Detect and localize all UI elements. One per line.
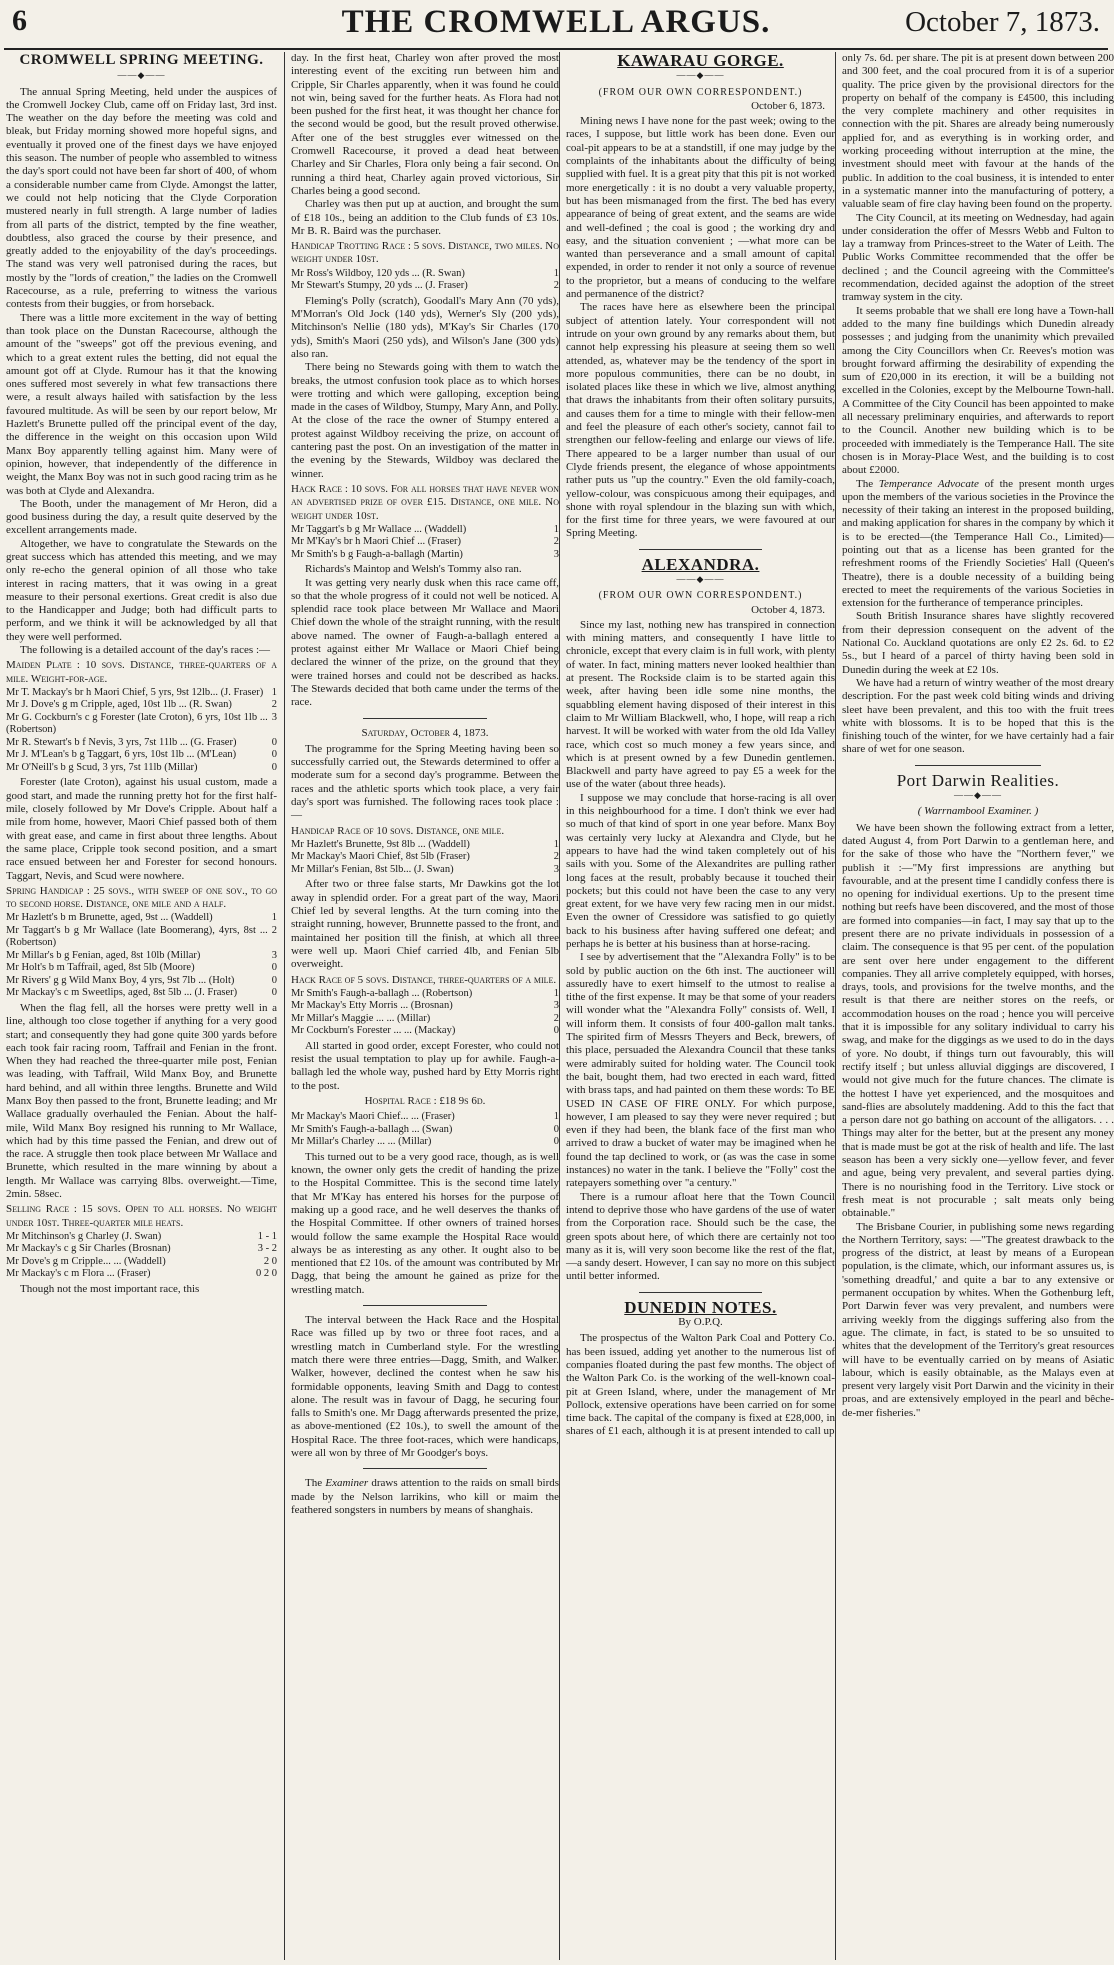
race-header-trotting: Handicap Trotting Race : 5 sovs. Distance, two miles. No weight under 10st. <box>291 240 559 266</box>
section-rule <box>915 765 1040 766</box>
paragraph: The races have here as elsewhere been the principal subject of attention lately. Your correspondent will not intrude on your own ground by any remarks about them, but cannot help expressing his pleasure at seeing them so well attended, as, whatever may be the tendency of the sport in more populous communities, there can be no doubt, in isolated places like these in which we live, almost anything that draws the inhabitants from their often solitary pursuits, and causes them for a time to mingle with their fellow-men and feel the pleasure of each other's society, cannot fail to strengthen our fellow-feeling and enlarge our views of life. There appeared to be a larger number than usual of our Clyde friends present, the elegance of whose appointments rather puts us "up the country." Even the old family-coach, yellow-colour, was conspicuous among their equipages, and shone with royal splendour in the blazing sun with which, for the first time for three years, we were favoured at our Spring Meeting. <box>566 301 835 540</box>
race-entry <box>291 988 559 1001</box>
dateline: October 4, 1873. <box>751 603 825 616</box>
entry-name: Mr Taggart's b g Mr Wallace (late Boomerang), 4yrs, 8st ... (Robertson) <box>6 924 268 949</box>
correspondent-line: (FROM OUR OWN CORRESPONDENT.) <box>598 590 803 602</box>
examiner-lead: The <box>305 1477 323 1490</box>
paragraph: I suppose we may conclude that horse-racing is all over in this neighbourhood for a time. I don't think we ever had so much of that kind of sport in one year before. Manx Boy was certainly very lucky at Alexandra and Clyde, but he appears to have had the wind taken completely out of his sails with you. Some of the Alexandrites are pulling rather long faces at the result, probably because it touched their pockets; but this could not have been the case to any very great extent, for we have very few racing men in our midst. Even the owner of Cressidore was satisfied to go quietly back to his business after having suffered one defeat; and perhaps he is better at his business than at horse-racing. <box>566 791 835 950</box>
paragraph: We have had a return of wintry weather of the most dreary description. For the past week cold biting winds and driving sleet have been prevalent, and this too with the fruit trees white with blossoms. It is to be hoped that this is the finishing touch of the winter, for we have certainly had a fair share of wet for one season. <box>842 676 1114 756</box>
temperance-lead: The <box>856 477 874 490</box>
paragraph: The programme for the Spring Meeting having been so successfully carried out, the Stewards determined to offer a moderate sum for a second day's programme. Between the races and the athletic sports which took place, a very fair day's sport was furnished. The following races took place :— <box>291 742 559 822</box>
race-header-spring-handicap: Spring Handicap : 25 sovs., with sweep of one sov., to go to second horse. Distance, one mile and a half. <box>6 884 277 911</box>
column-1 <box>6 52 277 1960</box>
entry-name: Mr Smith's Faugh-a-ballagh ... (Robertson) <box>291 987 473 999</box>
race-entries <box>291 524 559 562</box>
paragraph: South British Insurance shares have slightly recovered from their depression consequent on the advent of the National Co. Auckland quotations are only £2 2s. 6d. to £2 5s., but I heard of a parcel of thirty having been sold in Dunedin during the week at £2 10s. <box>842 610 1114 676</box>
entry-name: Mr Hazlett's Brunette, 9st 8lb ... (Waddell) <box>291 838 470 850</box>
race-entry <box>291 524 559 537</box>
byline: By O.P.Q. <box>678 1316 723 1329</box>
paper-title: THE CROMWELL ARGUS. <box>341 4 771 40</box>
paragraph: There was a little more excitement in the way of betting than took place on the Dunstan Racecourse, although the amount of the "sweeps" got off the previous evening, and which to a great extent rules the betting, did not equal the amount got off at Clyde. Rumour has it that the knowing ones suffered most severely in what few transactions there were, a result always hailed with satisfaction by the less favoured multitude. As will be seen by our report below, Mr Hazlett's Brunette pulled off the principal event of the day, the difference in the weight on this occasion upon Wild Manx Boy apparently telling against him. Many were of opinion, however, that independently of the difference in weight, the Manx Boy was not in such good racing trim as he was both at Clyde and Alexandra. <box>6 311 277 497</box>
section-rule <box>639 549 763 550</box>
entry-name: Mr Smith's b g Faugh-a-ballagh (Martin) <box>291 548 463 560</box>
entry-name: Mr Mackay's Maori Chief, 8st 5lb (Fraser) <box>291 851 470 863</box>
race-entry <box>291 280 559 293</box>
entry-name: Mr Taggart's b g Mr Wallace ... (Waddell) <box>291 523 467 535</box>
entry-name: Mr Dove's g m Cripple... ... (Waddell) <box>6 1255 166 1267</box>
entry-name: Mr J. M'Lean's b g Taggart, 6 yrs, 10st 1lb ... (M'Lean) <box>6 749 237 761</box>
race-entry <box>6 712 277 737</box>
race-entry <box>291 851 559 864</box>
entry-name: Mr O'Neill's b g Scud, 3 yrs, 7st 11lb (Millar) <box>6 761 198 773</box>
race-entry <box>6 699 277 712</box>
entry-name: Mr G. Cockburn's c g Forester (late Croton), 6 yrs, 10st 1lb ... (Robertson) <box>6 711 268 736</box>
paragraph: The prospectus of the Walton Park Coal and Pottery Co. has been issued, adding yet another to the numerous list of companies floated during the past few months. The object of the Walton Park Co. is the working of the well-known coal-pit at Green Island, where, under the management of Mr Pollock, extensive operations have been carried on for some time back. The capital of the company is fixed at £28,000, in shares of £1 each, although it is at present intended to call up <box>566 1332 835 1438</box>
paragraph: only 7s. 6d. per share. The pit is at present down between 200 and 300 feet, and the coal procured from it is of a superior quality. The price given by the provisional directors for the property on behalf of the company is £4500, this including the very complete machinery and other requisites in connection with the pit. Shares are already being numerously applied for, and as everything is in working order, and working proceeding without interruption at the mine, the investment should meet with favour at the hands of the public. In addition to the coal business, it is intended to enter in a systematic manner into the manufacturing of pottery, a valuable seam of fire clay having been found on the property. <box>842 52 1114 211</box>
race-entry <box>6 1243 277 1256</box>
entry-name: Mr Millar's Maggie ... ... (Millar) <box>291 1012 431 1024</box>
race-entry <box>6 1268 277 1281</box>
paragraph: The interval between the Hack Race and the Hospital Race was filled up by two or three foot races, and a wrestling match in Cumberland style. For the wrestling match there were three entries—Dagg, Smith, and Walker. Walker, however, declined the contest when he saw his formidable opponents, leaving Smith and Dagg to contest alone. The result was in favour of Dagg, he securing four falls to Smith's one. Mr Dagg afterwards presented the prize, as above-mentioned (£2 10s.), to swell the amount of the Hospital Race. The three foot-races, which were handicaps, were all won by three of Mr Goodger's boys. <box>291 1314 559 1460</box>
race-header-handicap-10: Handicap Race of 10 sovs. Distance, one mile. <box>291 824 505 837</box>
section-rule <box>363 718 486 719</box>
ornament-divider: ——◆—— <box>954 790 1002 801</box>
entry-name: Mr Mackay's Etty Morris ... (Brosnan) <box>291 1000 453 1012</box>
race-entry <box>6 737 277 750</box>
race-report: Forester (late Croton), against his usual custom, made a good start, and made the running pretty hot for the first half-mile, closely followed by Mr Dove's Cripple. About half a mile from home, however, Maori Chief passed both of them with great ease, and came in first about three lengths. About the same place, Cripple took second position, and a smart race ensued between her and Forester for second honours. Taggart, Nevis, and Scud were nowhere. <box>6 776 277 882</box>
paragraph: The annual Spring Meeting, held under the auspices of the Cromwell Jockey Club, came off on Friday last, 3rd inst. The weather on the day before the meeting was cold and bleak, but Friday morning showed more hopeful signs, and eventually it proved one of the finest days we have enjoyed this season. The number of people who assembled to witness the day's sport could not have been far short of 400, of whom a considerable number came from Clyde. Amongst the latter, we could not help noticing that the Clyde Corporation mustered nearly in full strength. A large number of ladies from all parts of the district, tempted by the fine weather, doubtless, also graced the course by their presence, and greatly added to the enjoyability of the day's proceedings. The stand was very well patronised during the races, but mostly by the "lords of creation," the ladies on the Cromwell Racecourse, as a rule, preferring to witness the various contests from their buggies, or from horseback. <box>6 85 277 311</box>
examiner-rest: draws attention to the raids on small birds made by the Nelson larrikins, who kill or maim the feathered songsters in numbers by means of shanghais. <box>291 1477 559 1516</box>
entry-name: Mr Mackay's c m Sweetlips, aged, 8st 5lb ... (J. Fraser) <box>6 987 238 999</box>
race-entries <box>6 687 277 775</box>
entry-place: 0 <box>271 761 277 773</box>
also-ran-note: Richards's Maintop and Welsh's Tommy also ran. <box>305 563 522 576</box>
race-entry <box>291 1111 559 1124</box>
entry-name: Mr Holt's b m Taffrail, aged, 8st 5lb (Moore) <box>6 962 195 974</box>
race-report: Though not the most important race, this <box>20 1282 200 1295</box>
entry-name: Mr Hazlett's b m Brunette, aged, 9st ... (Waddell) <box>6 912 213 924</box>
race-entries <box>6 1231 277 1281</box>
race-header-selling-race: Selling Race : 15 sovs. Open to all horses. No weight under 10st. Three-quarter mile heats. <box>6 1203 277 1229</box>
race-entry <box>6 975 277 988</box>
saturday-heading: Saturday, October 4, 1873. <box>361 726 489 739</box>
section-rule <box>363 1468 486 1469</box>
paragraph: Since my last, nothing new has transpired in connection with mining matters, and consequently I have little to chronicle, except that every claim is in full work, with plenty of water. In fact, mining matters never looked healthier than at present. The Rockside claim is to be started again this week, after having been idle some nine months, the squabbling element having disposed of their interest in this claim to Mr William Blackwell, who, I hope, will reap a rich harvest. It will be worked with water from the old Ida Valley race, which cost so much money a few years since, and which is at present owned by a few Dunedin gentlemen. Blackwell and party have agreed to pay £5 a week for the use of the water (about three heads). <box>566 618 835 791</box>
entry-place: 1 <box>553 523 559 535</box>
paragraph: I see by advertisement that the "Alexandra Folly" is to be sold by public auction on the 6th inst. The auctioneer will assuredly have to exert himself to the utmost to realise a tithe of the first expense. It may be that some of your readers will wonder what the "Alexandra Folly" consists of. Well, I will inform them. It consists of four 400-gallon malt tanks. The spirited firm of Messrs Theyers and Beck, brewers, of this place, persuaded the Alexandra Council that these tanks were admirably suited for holding water. The Council took the bait, bought them, had two erected in each ward, fitted with brass taps, and had painted on them these words: To BE USED IN CASE OF FIRE ONLY. For which purpose, however, I am pleased to say they were never required ; but even if they had been, the blank face of the first man who arrived to draw a bucket of water may be imagined when he found the tap declined to work, or (as was the case in some instances) no water in the tank. I believe the "Folly" cost the ratepayers something over "a century." <box>566 951 835 1190</box>
entry-name: Mr Mackay's Maori Chief... ... (Fraser) <box>291 1111 455 1123</box>
entry-place: 3 <box>553 863 559 875</box>
race-entry <box>6 1231 277 1244</box>
race-entries <box>6 912 277 1000</box>
race-entry <box>6 950 277 963</box>
paragraph: It seems probable that we shall ere long have a Town-hall added to the many fine buildings which Dunedin already possesses ; and judging from the unanimity which prevailed among the City Councillors when Cr. Reeves's motion was brought forward affirming the desirability of expending the sum of £20,000 in its erection, it will be a building not excelled in the Colonies, except by the Melbourne Town-hall. A Committee of the City Council has been appointed to make all necessary preliminary enquiries, and afterwards to report to the Council. Another new building which is to be proceeded with immediately is the Temperance Hall. The site chosen is in Moray-Place West, and the building is to cost about £2000. <box>842 304 1114 477</box>
column-2 <box>284 52 559 1960</box>
entry-place: 0 2 0 <box>256 1268 277 1280</box>
race-entry <box>6 962 277 975</box>
race-report: This turned out to be a very good race, though, as is well known, the owner only gets the credit of handing the prize to the Hospital Committee. This is the second time lately that Mr M'Kay has entered his horses for the purpose of making up a good race, and he well deserves the thanks of the Hospital Committee. If other owners of trained horses would follow the same example the Hospital Race would always be as interesting as any other. It ought also to be mentioned that £2 10s. of the amount was contributed by Mr Dagg, that being the amount he gained as prize for the wrestling match. <box>291 1150 559 1296</box>
entry-name: Mr Ross's Wildboy, 120 yds ... (R. Swan) <box>291 267 465 279</box>
race-entry <box>291 1124 559 1137</box>
race-entry <box>6 987 277 1000</box>
race-entry <box>6 912 277 925</box>
race-entry <box>291 536 559 549</box>
entry-place: 1 <box>271 912 277 924</box>
race-entry <box>291 839 559 852</box>
entry-place: 2 <box>271 699 277 711</box>
race-entry <box>6 1256 277 1269</box>
race-entries <box>291 1111 559 1149</box>
entry-name: Mr Stewart's Stumpy, 20 yds ... (J. Fraser) <box>291 280 468 292</box>
entry-place: 1 <box>553 987 559 999</box>
ornament-divider: ——◆—— <box>676 573 725 584</box>
paragraph: There is a rumour afloat here that the Town Council intend to deprive those who have gardens of the use of water from the Corporation race. Should such be the case, the green spots about here, of which there are certainly not too many as it is, will very soon become like the rest of the flat,—a sandy desert. However, I can say no more on this subject until better informed. <box>566 1190 835 1283</box>
paragraph: We have been shown the following extract from a letter, dated August 4, from Port Darwin to a gentleman here, and for the sake of those who have the "Northern fever," we publish it :—"My first impressions are anything but favourable, and at the present time I candidly confess there is no opening for individual exertions. Up to the present time nothing but reefs have been discovered, and the most of those are formed into companies—in fact, I may say that up to the present there are no private individuals in possession of a claim. The consequence is that 95 per cent. of the population are sent over here under engagement to the different companies. They all arrive completely equipped, with horses, drays, tools, and provisions for the twelve months, and the result is that there are neither stores on the reefs, or accommodation houses on the road ; hence you will perceive that it is impossible for any solitary individual to carry his swag, and make for the diggings as we used to do in the days of yore. No doubt, if things turn out favourably, this will rectify itself ; but unless alluvial diggings are discovered, I would not give much for the future chances. The climate is the hottest I have yet experienced, and the mosquitoes and sand-flies are absolutely maddening. Add to this the fact that a person dare not go bathing on account of the alligators. . . . Things may alter for the better, but at the present any money that is made must be got at the risk of health and life. The last season has been a very sickly one—yellow fever, and fever and ague, being very prevalent, and several parties dying. There is no nourishing food in the Territory. Live stock or fresh meat is not procurable ; salt meats only being obtainable." <box>842 821 1114 1220</box>
race-entry <box>291 1013 559 1026</box>
race-entry <box>291 1136 559 1149</box>
entry-place: 3 <box>271 949 277 961</box>
entry-name: Mr Millar's Fenian, 8st 5lb... (J. Swan) <box>291 863 454 875</box>
entry-place: 2 <box>553 280 559 292</box>
entry-name: Mr T. Mackay's br h Maori Chief, 5 yrs, 9st 12lb... (J. Fraser) <box>6 686 264 698</box>
race-entry <box>291 268 559 281</box>
entry-place: 0 <box>271 962 277 974</box>
entry-place: 3 - 2 <box>257 1243 277 1255</box>
article-heading-port-darwin: Port Darwin Realities. <box>896 770 1060 790</box>
race-entry <box>6 762 277 775</box>
temperance-name: Temperance Advocate <box>878 477 979 490</box>
entry-place: 0 <box>553 1136 559 1148</box>
race-entry <box>291 864 559 877</box>
temperance-rest: of the present month urges upon the members of the various societies in the Province the necessity of their taking an interest in the proposed building, and making application for shares in the company by which it is to be erected—(the Temperance Hall Co., Limited)—pointing out that as a license has been granted for the refreshment rooms of the Friendly Societies' Hall (Queen's Theatre), there is a double necessity of a building being erected to meet the requirements of the various Societies in extension for the furtherance of temperance principles. <box>842 477 1114 610</box>
race-entry <box>6 749 277 762</box>
paragraph: The following is a detailed account of the day's races :— <box>20 644 271 657</box>
entry-name: Mr Smith's Faugh-a-ballagh ... (Swan) <box>291 1123 453 1135</box>
ornament-divider: ——◆—— <box>117 70 166 81</box>
paragraph: Mining news I have none for the past week; owing to the races, I suppose, but little work has been done. Even our coal-pit appears to be at a standstill, if one may judge by the complaints of the inhabitants about the difficulty of being supplied with fuel. It is a great pity that this pit is not worked more energetically : it is no doubt a very valuable property, but has been mismanaged from the first. The bed has every appearance of being of great extent, and the seams are wide and well-defined ; the coal is good ; the working dry and easy, and the situation convenient ; —what more can be wanted than perseverance and a small amount of capital expended, in order to render it not only a source of revenue to the proprietor, but a means of conducing to the welfare and permanence of the district? <box>566 115 835 301</box>
race-report: All started in good order, except Forester, who could not resist the usual temptation to play up for awhile. Faugh-a-ballagh led the whole way, pushed hard by Etty Morris right to the post. <box>291 1039 559 1092</box>
examiner-paragraph <box>291 1477 559 1517</box>
also-ran-note: Fleming's Polly (scratch), Goodall's Mary Ann (70 yds), M'Morran's Old Jock (140 yds), Werner's Sly (200 yds), Mitchinson's Nellie (180 yds), M'Kay's Sir Charles (170 yds), Smith's Maori (250 yds), and Wilson's Jane (300 yds) also ran. <box>291 294 559 360</box>
race-entry <box>6 687 277 700</box>
source-line: ( Warrnambool Examiner. ) <box>917 805 1039 818</box>
column-3 <box>559 52 835 1960</box>
entry-name: Mr J. Dove's g m Cripple, aged, 10st 1lb ... (R. Swan) <box>6 699 232 711</box>
entry-name: Mr Millar's Charley ... ... (Millar) <box>291 1136 432 1148</box>
paragraph: The Booth, under the management of Mr Heron, did a good business during the day, a result quite deserved by the excellent arrangements made. <box>6 497 277 537</box>
paragraph: The Brisbane Courier, in publishing some news regarding the Northern Territory, says: —"The greatest drawback to the progress of the district, at least by means of a European population, is the climate, which, our informant assures us, is 'something dreadful,' and quite a bar to any extensive or permanent occupation by whites. When the Gothenburg left, Port Darwin fever was very prevalent, and numbers were arriving weekly from the diggings suffering also from the ague. The climate, in fact, is stated to be so unsuited to whites that the development of the Territory's great resources will have to be eventually carried on by means of Asiatic labour, which is easily obtainable, as the Malays even at present very largely visit Port Darwin and the vicinity in their proas, and are extensively employed in the pearl and bêche-de-mer fisheries." <box>842 1220 1114 1419</box>
paragraph: Altogether, we have to congratulate the Stewards on the great success which has attended this meeting, and we may only re-echo the general opinion of all those who take interest in racing matters, that it was owing in a great measure to their personal exertions. Great credit is also due to the Handicapper and Judge; both had difficult parts to perform, and we think it will be acknowledged by all that they were well performed. <box>6 537 277 643</box>
entry-name: Mr M'Kay's br h Maori Chief ... (Fraser) <box>291 536 461 548</box>
race-entries <box>291 839 559 877</box>
paragraph: day. In the first heat, Charley won after proved the most interesting event of the exciting run between him and Cripple, Sir Charles apparently, when it was found he could not win, being saved for the further heats. As Flora had not been pushed for the first heat, it was thought her chance for the second would be good, but the result proved otherwise. After one of the best struggles ever witnessed on the Cromwell Racecourse, it proved a dead heat between Charley and Sir Charles, Flora only being a fair second. On running a third heat, Charley again proved victorious, Sir Charles being a good second. <box>291 52 559 197</box>
entry-place: 1 <box>553 267 559 279</box>
section-rule <box>363 1305 486 1306</box>
ornament-divider: ——◆—— <box>676 70 725 81</box>
entry-place: 1 <box>553 1111 559 1123</box>
race-header-maiden-plate: Maiden Plate : 10 sovs. Distance, three-quarters of a mile. Weight-for-age. <box>6 659 277 685</box>
article-heading-dunedin: DUNEDIN NOTES. <box>624 1297 777 1317</box>
entry-place: 3 <box>553 1000 559 1012</box>
entry-place: 0 <box>271 749 277 761</box>
entry-place: 2 <box>553 536 559 548</box>
race-entry <box>6 925 277 950</box>
race-report: When the flag fell, all the horses were pretty well in a line, although too close together if anything for a very good start; and consequently they had gone quite 300 yards before each took fair racing room, Taffrail and Fenian in the front. When they had reached the three-quarter mile post, Fenian was leading, with Taffrail, Wild Manx Boy, and Brunette hard behind, and all within three lengths. Brunette and Wild Manx Boy then passed to the front, Brunette leading; and Mr Wallace gradually overhauled the Fenian. About the half-mile, Wild Manx Boy resigned his running to Mr Wallace, which had by this time passed the Fenian, and drew out of the race. A struggle then took place between Mr Wallace and Brunette, which resulted in the mare winning by about a length. Mr Wallace was carrying 8lbs. overweight.—Time, 2min. 58sec. <box>6 1001 277 1201</box>
entry-name: Mr Millar's b g Fenian, aged, 8st 10lb (Millar) <box>6 949 201 961</box>
entry-place: 3 <box>553 548 559 560</box>
entry-place: 0 <box>271 736 277 748</box>
entry-name: Mr Rivers' g g Wild Manx Boy, 4 yrs, 9st 7lb ... (Holt) <box>6 974 235 986</box>
entry-place: 2 <box>271 924 277 936</box>
page-number: 6 <box>12 4 27 37</box>
entry-place: 0 <box>553 1123 559 1135</box>
entry-name: Mr Mackay's c m Flora ... (Fraser) <box>6 1268 151 1280</box>
entry-place: 0 <box>271 987 277 999</box>
issue-date: October 7, 1873. <box>905 6 1100 38</box>
masthead <box>4 0 1108 50</box>
entry-name: Mr Cockburn's Forester ... ... (Mackay) <box>291 1025 456 1037</box>
entry-place: 0 <box>271 974 277 986</box>
paragraph: Charley was then put up at auction, and brought the sum of £18 10s., being an addition to the Club funds of £3 10s. Mr B. R. Baird was the purchaser. <box>291 198 559 237</box>
race-report: It was getting very nearly dusk when this race came off, so that the whole progress of it could not well be noticed. A splendid race took place between Mr Wallace and Maori Chief down the whole of the straight running, with the result above named. The owner of Faugh-a-ballagh entered a protest against either Mr Wallace or Maori Chief being declared the winner of the prize, on the ground that they were trained horses and could not be described as hacks. The Stewards decided that both came under the terms of the race. <box>291 576 559 709</box>
entry-name: Mr Mitchinson's g Charley (J. Swan) <box>6 1230 162 1242</box>
entry-place: 1 - 1 <box>257 1230 277 1242</box>
entry-name: Mr R. Stewart's b f Nevis, 3 yrs, 7st 11lb ... (G. Fraser) <box>6 736 237 748</box>
temperance-paragraph <box>842 478 1114 611</box>
race-entry <box>291 549 559 562</box>
race-entry <box>291 1025 559 1038</box>
race-entries <box>291 988 559 1038</box>
article-heading-cromwell: CROMWELL SPRING MEETING. <box>19 52 264 68</box>
race-entry <box>291 1000 559 1013</box>
column-4 <box>835 52 1114 1960</box>
race-header-hack: Hack Race : 10 sovs. For all horses that have never won an advertised prize of over £15. Distance, one mile. No weight under 10st. <box>291 482 559 522</box>
race-report: After two or three false starts, Mr Dawkins got the lot away in splendid order. For a great part of the way, Maori Chief led by several lengths. At the turn coming into the straight running, however, Brunnette passed to the front, and maintained her position till the finish, at which all three were well up. Maori Chief carried 4lb, and Fenian 5lb overweight. <box>291 878 559 971</box>
race-header-hack-5: Hack Race of 5 sovs. Distance, three-quarters of a mile. <box>291 973 557 986</box>
entry-place: 2 <box>553 1012 559 1024</box>
race-entries <box>291 268 559 293</box>
dateline: October 6, 1873. <box>751 99 825 112</box>
examiner-name: Examiner <box>325 1477 369 1490</box>
race-header-hospital: Hospital Race : £18 9s 6d. <box>364 1095 486 1107</box>
entry-place: 3 <box>271 711 277 723</box>
article-heading-kawarau: KAWARAU GORGE. <box>617 52 784 70</box>
entry-place: 2 0 <box>263 1255 277 1267</box>
entry-place: 1 <box>271 686 277 698</box>
entry-place: 0 <box>553 1025 559 1037</box>
entry-place: 1 <box>553 838 559 850</box>
entry-place: 2 <box>553 851 559 863</box>
correspondent-line: (FROM OUR OWN CORRESPONDENT.) <box>598 86 803 98</box>
entry-name: Mr Mackay's c g Sir Charles (Brosnan) <box>6 1243 171 1255</box>
article-heading-alexandra: ALEXANDRA. <box>641 554 760 574</box>
race-report: There being no Stewards going with them to watch the breaks, the utmost confusion took place as to which horses were trotting and which were galloping, exception being made in the cases of Wildboy, Stumpy, Mary Ann, and Polly. At the close of the race the owner of Stumpy entered a protest against Wildboy receiving the prize, on account of cantering past the post. On an investigation of the matter in the evening by the Stewards, Wildboy was declared the winner. <box>291 361 559 480</box>
paragraph: The City Council, at its meeting on Wednesday, had again under consideration the offer of Messrs Webb and Fulton to lay a tramway from Princes-street to the Water of Leith. The Public Works Committee recommended that the offer be declined ; and the Council agreeing with the Committee's recommendation, decided against the adoption of the street tramway system in the city. <box>842 211 1114 304</box>
section-rule <box>639 1292 763 1293</box>
